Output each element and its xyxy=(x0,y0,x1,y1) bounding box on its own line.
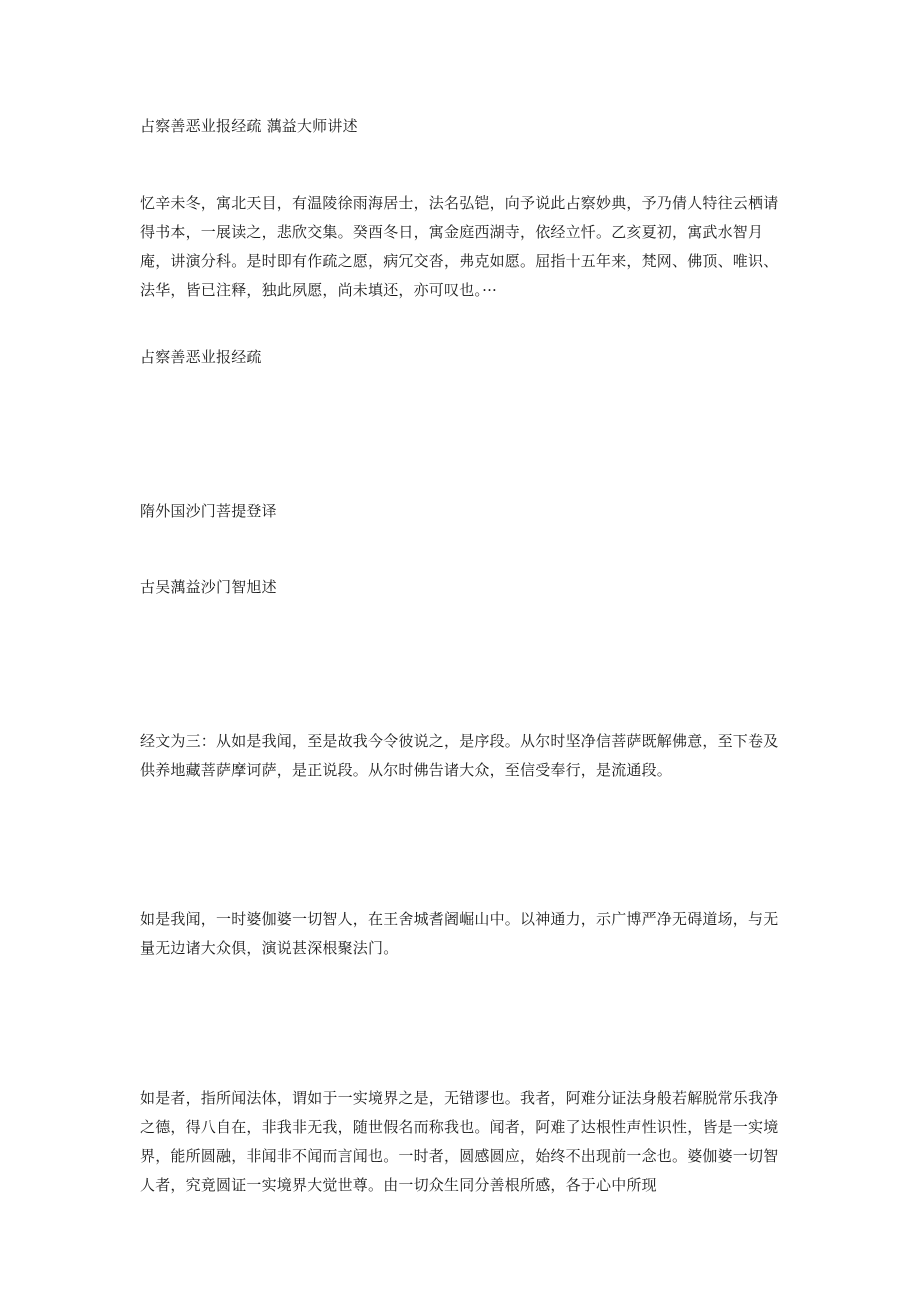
commentary-paragraph: 如是者，指所闻法体，谓如于一实境界之是，无错谬也。我者，阿难分证法身般若解脱常乐我净之德，得八自在，非我非无我，随世假名而称我也。闻者，阿难了达根性声性识性，皆是一实境界，能所圆融，非闻非不闻而言闻也。一时者，圆感圆应，始终不出现前一念也。婆伽婆一切智人者，究竟圆证一实境界大觉世尊。由一切众生同分善根所感，各于心中所现 xyxy=(140,1089,779,1194)
title-line: 占察善恶业报经疏 蕅益大师讲述 xyxy=(140,117,358,135)
sutra-opening-paragraph: 如是我闻，一时婆伽婆一切智人，在王舍城耆阇崛山中。以神通力，示广博严净无碍道场，与无量无边诸大众俱，演说甚深根聚法门。 xyxy=(140,910,779,957)
commentator-line: 古吴蕅益沙门智旭述 xyxy=(140,578,277,596)
division-paragraph: 经文为三：从如是我闻，至是故我今令彼说之，是序段。从尔时坚净信菩萨既解佛意，至下卷及供养地藏菩萨摩诃萨，是正说段。从尔时佛告诸大众，至信受奉行，是流通段。 xyxy=(140,732,779,779)
translator-line: 隋外国沙门菩提登译 xyxy=(140,502,277,520)
sutra-heading: 占察善恶业报经疏 xyxy=(140,348,262,366)
intro-paragraph: 忆辛未冬，寓北天目，有温陵徐雨海居士，法名弘铠，向予说此占察妙典，予乃倩人特往云栖请得书本，一展读之，悲欣交集。癸酉冬日，寓金庭西湖寺，依经立忏。乙亥夏初，寓武水智月庵，讲演分科。是时即有作疏之愿，病冗交沓，弗克如愿。屈指十五年来，梵网、佛顶、唯识、法华，皆已注释，独此夙愿，尚未填还，亦可叹也。··· xyxy=(140,194,779,299)
